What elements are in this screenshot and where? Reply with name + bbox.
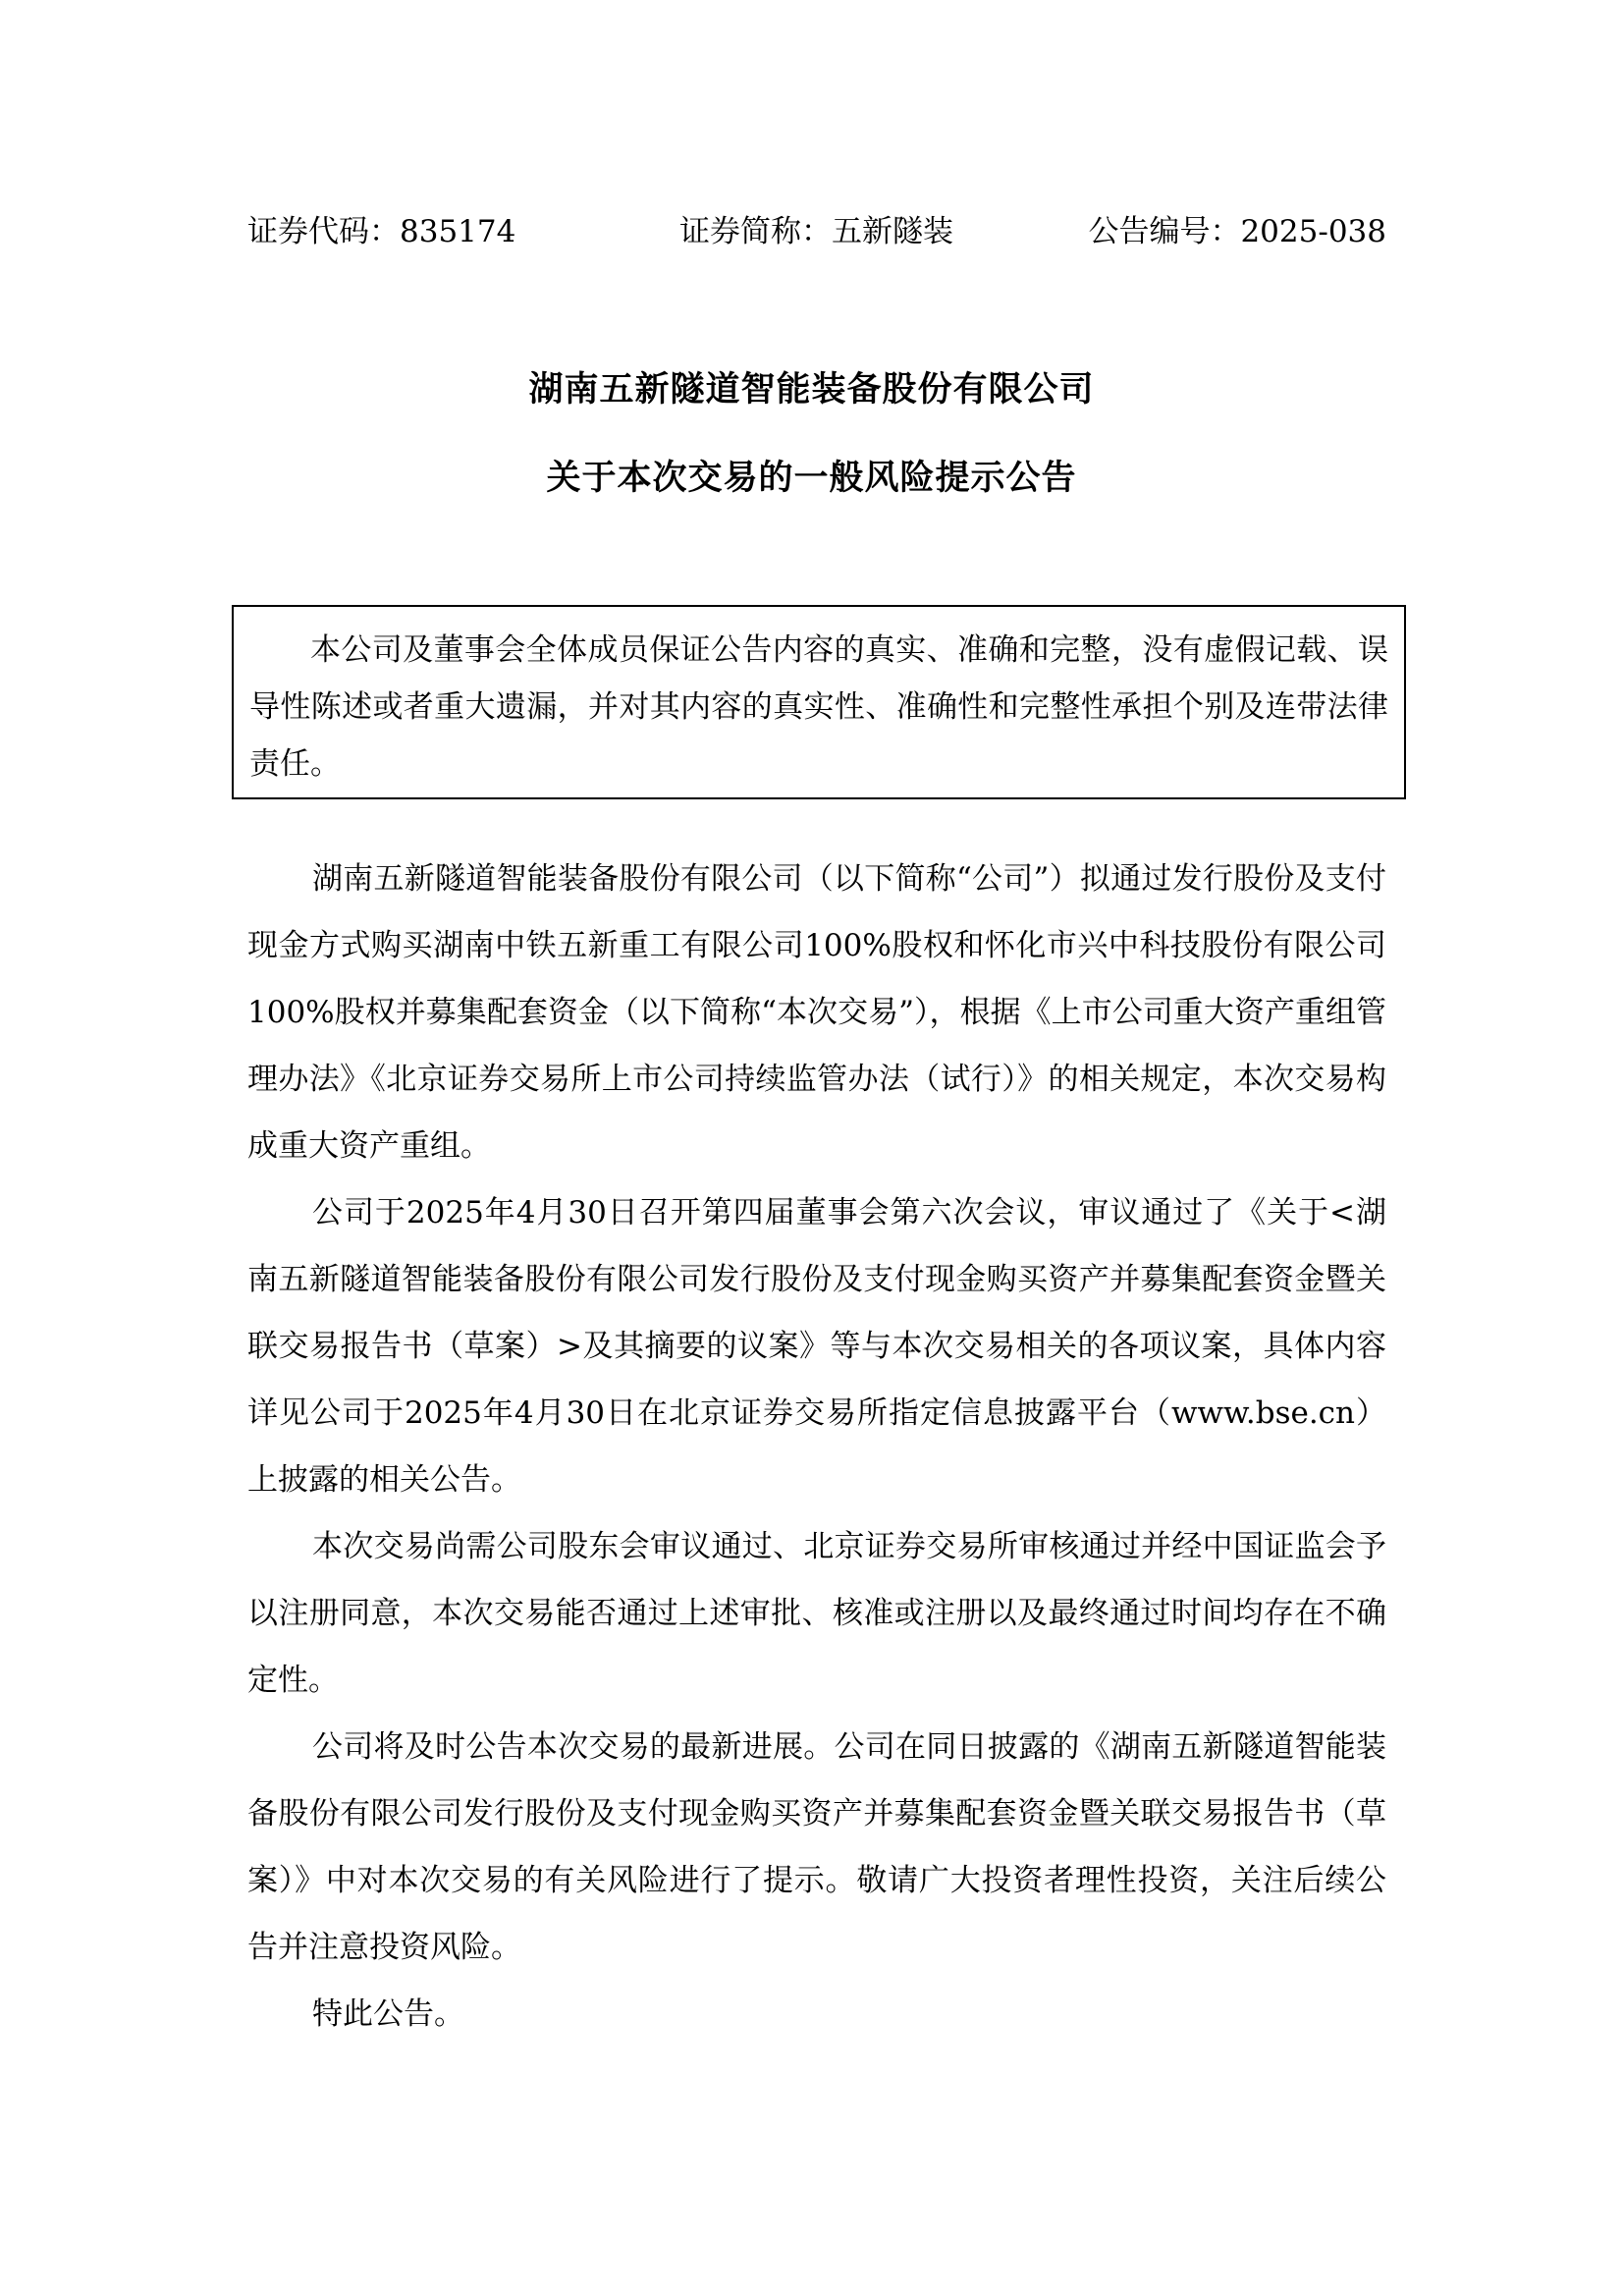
board-guarantee-notice bbox=[232, 605, 1406, 799]
body-paragraph-risk: 公司将及时公告本次交易的最新进展。公司在同日披露的《湖南五新隧道智能装备股份有限公司发行股份及支付现金购买资产并募集配套资金暨关联交易报告书（草案）》中对本次交易的有关风险进行了提示。敬请广大投资者理性投资，关注后续公告并注意投资风险。 bbox=[247, 1729, 1386, 1965]
body-paragraph-transaction: 湖南五新隧道智能装备股份有限公司（以下简称“公司”）拟通过发行股份及支付现金方式购买湖南中铁五新重工有限公司100%股权和怀化市兴中科技股份有限公司100%股权并募集配套资金（以下简称“本次交易”），根据《上市公司重大资产重组管理办法》《北京证券交易所上市公司持续监管办法（试行）》的相关规定，本次交易构成重大资产重组。 bbox=[247, 861, 1386, 1164]
body-paragraph-closing: 特此公告。 bbox=[312, 1996, 464, 2032]
announcement-number: 公告编号：2025-038 bbox=[1088, 214, 1386, 249]
announcement-body bbox=[247, 846, 1386, 2048]
announcement-header bbox=[247, 208, 1386, 255]
body-paragraph-approval: 本次交易尚需公司股东会审议通过、北京证券交易所审核通过并经中国证监会予以注册同意，本次交易能否通过上述审批、核准或注册以及最终通过时间均存在不确定性。 bbox=[247, 1529, 1386, 1698]
company-title: 湖南五新隧道智能装备股份有限公司 bbox=[528, 370, 1095, 410]
security-code: 证券代码：835174 bbox=[247, 214, 516, 249]
notice-text: 本公司及董事会全体成员保证公告内容的真实、准确和完整，没有虚假记载、误导性陈述或者重大遗漏，并对其内容的真实性、准确性和完整性承担个别及连带法律责任。 bbox=[249, 632, 1388, 782]
security-abbreviation: 证券简称：五新隧装 bbox=[679, 214, 953, 249]
announcement-title: 关于本次交易的一般风险提示公告 bbox=[546, 459, 1077, 498]
body-paragraph-board-meeting: 公司于2025年4月30日召开第四届董事会第六次会议，审议通过了《关于<湖南五新隧道智能装备股份有限公司发行股份及支付现金购买资产并募集配套资金暨关联交易报告书（草案）>及其摘要的议案》等与本次交易相关的各项议案，具体内容详见公司于2025年4月30日在北京证券交易所指定信息披露平台（www.bse.cn）上披露的相关公告。 bbox=[247, 1195, 1386, 1498]
